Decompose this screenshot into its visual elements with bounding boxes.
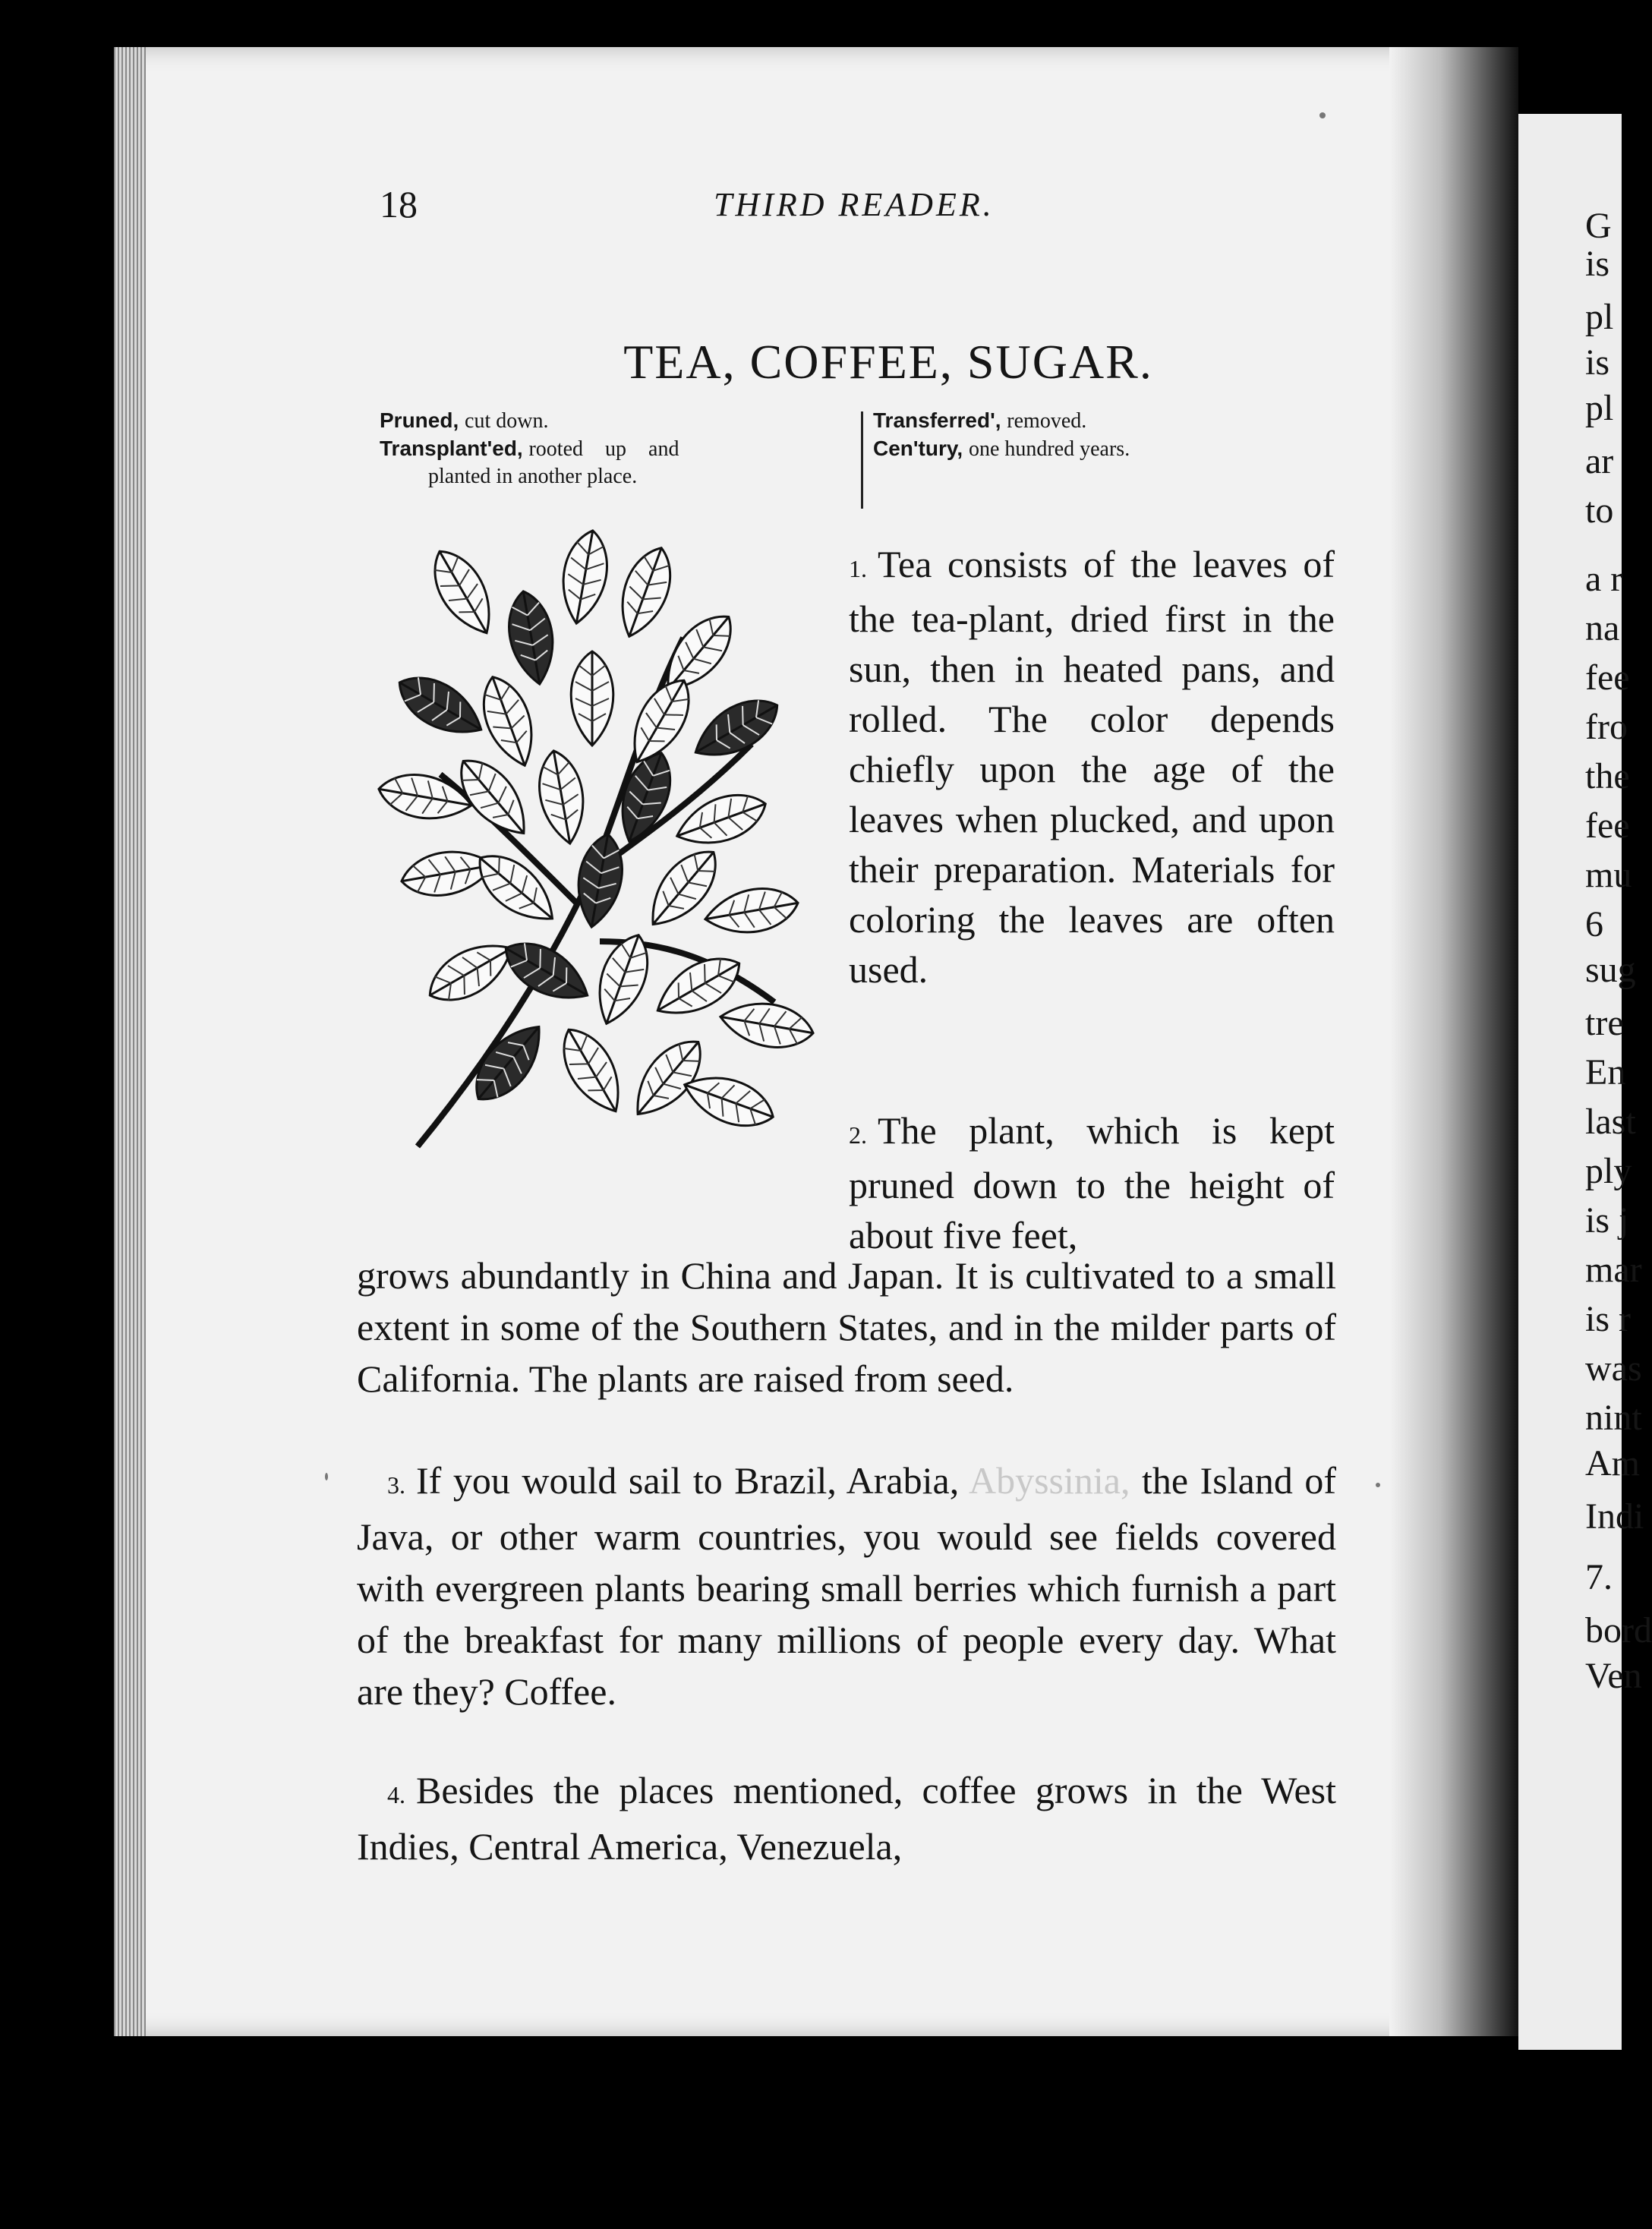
facing-page-fragment: fee	[1585, 657, 1630, 698]
vocab-word: Pruned,	[380, 408, 459, 432]
facing-page-fragment: fee	[1585, 806, 1630, 846]
facing-page-fragment: ply	[1585, 1151, 1632, 1191]
facing-page-fragment: Indi	[1585, 1496, 1644, 1537]
paragraph-number: 2.	[849, 1121, 867, 1149]
facing-page	[1518, 114, 1652, 2050]
vocab-entry	[873, 407, 1298, 435]
scan-speck	[325, 1473, 328, 1480]
facing-page-fragment: 6	[1585, 904, 1603, 944]
vocab-word: Transferred',	[873, 408, 1001, 432]
facing-page-fragment: is	[1585, 244, 1610, 284]
paragraph-number: 4.	[387, 1781, 405, 1808]
tea-leaf-shape	[571, 651, 613, 746]
facing-page-fragment: Ven	[1585, 1656, 1642, 1696]
paragraph-2-continued: grows abundantly in China and Japan. It is cultivated to a small extent in some of the Southern States, and in the milder parts of California. The plants are raised from seed.	[357, 1254, 1336, 1400]
tea-leaf-shape	[717, 996, 817, 1054]
vocab-definition: one hundred years.	[968, 437, 1130, 461]
facing-page-fragment: is r	[1585, 1299, 1631, 1339]
tea-leaf-shape	[701, 882, 802, 940]
page-header	[380, 182, 1397, 228]
vocabulary-box	[380, 407, 1291, 506]
facing-page-fragment: tre	[1585, 1003, 1624, 1043]
facing-page-fragment: na	[1585, 608, 1620, 648]
paragraph-1	[849, 539, 1335, 995]
vocab-word: Transplant'ed,	[380, 437, 523, 460]
facing-page-fragment: G	[1585, 206, 1612, 246]
tea-leaf-shape	[421, 541, 505, 643]
paragraph-text: The plant, which is kept pruned down to the height of about five feet,	[849, 1109, 1335, 1256]
facing-page-fragment: is	[1585, 342, 1610, 383]
scan-speck	[1319, 112, 1326, 118]
vocab-definition: rooted up and	[528, 437, 679, 461]
facing-page-fragment: mu	[1585, 855, 1632, 895]
facing-page-fragment: was	[1585, 1348, 1642, 1389]
tea-leaf-shape	[473, 670, 545, 773]
vocabulary-left-column	[380, 407, 850, 490]
facing-page-fragment: bord	[1585, 1610, 1652, 1650]
vocab-definition: cut down.	[465, 409, 549, 433]
paragraph-3	[357, 1455, 1336, 1717]
facing-page-fragment: pl	[1585, 297, 1614, 337]
vocab-entry	[873, 435, 1298, 463]
tea-leaf-shape	[670, 784, 773, 856]
paragraph-number: 3.	[387, 1471, 405, 1499]
tea-leaf-shape	[550, 1019, 634, 1121]
tea-leaf-shape	[389, 664, 491, 748]
paragraph-number: 1.	[849, 555, 867, 582]
facing-page-fragment: sug	[1585, 950, 1636, 990]
tea-leaf-shape	[503, 588, 560, 688]
facing-page-fragment: nint	[1585, 1398, 1642, 1438]
paragraph-text: Tea consists of the leaves of the tea-plant, dried first in the sun, then in heated pans, and rolled. The color depends chiefly upon the age of the leaves when plucked, and upon their preparation. Materials for coloring the leaves are often used.	[849, 543, 1335, 991]
facing-page-fragment: pl	[1585, 388, 1614, 428]
tea-leaf-shape	[467, 842, 566, 935]
vocab-definition-continued: planted in another place.	[428, 465, 638, 488]
facing-page-fragment: mar	[1585, 1250, 1642, 1290]
facing-page-fragment: is j	[1585, 1200, 1629, 1241]
tea-leaf-shape	[622, 1029, 714, 1128]
paragraph-text: If you would sail to Brazil, Arabia,	[416, 1459, 960, 1502]
facing-page-fragment: last	[1585, 1102, 1636, 1142]
faded-word: Abyssinia,	[968, 1459, 1130, 1502]
paragraph-text: Besides the places mentioned, coffee grows in the West Indies, Central America, Venezuela,	[357, 1769, 1336, 1868]
vocab-definition: removed.	[1007, 409, 1087, 433]
paragraph-4	[357, 1764, 1336, 1872]
scan-speck	[1376, 1483, 1380, 1487]
tea-plant-illustration	[395, 547, 835, 1207]
tea-leaf-shape	[495, 930, 597, 1014]
lesson-title: TEA, COFFEE, SUGAR.	[623, 335, 1153, 389]
facing-page-fragment: to	[1585, 490, 1614, 531]
vocab-word: Cen'tury,	[873, 437, 963, 460]
paragraph-text: the Island of Java, or other warm countries, you would see fields covered with evergreen plants bearing small berries which furnish a part of the breakfast for many millions of people every day. What are they? Coffee.	[357, 1459, 1336, 1713]
page-number: 18	[380, 183, 418, 225]
vocab-entry	[380, 407, 850, 435]
tea-leaf-shape	[610, 541, 682, 644]
facing-page-fragment: a r	[1585, 559, 1623, 599]
tea-leaf-shape	[571, 831, 629, 931]
tea-leaf-shape	[533, 747, 591, 847]
facing-page-fragment: ar	[1585, 441, 1614, 481]
paragraph-2-column	[849, 1105, 1335, 1260]
facing-page-fragment: 7.	[1585, 1557, 1613, 1597]
book-gutter	[1389, 47, 1518, 2036]
facing-page-fragment: En	[1585, 1052, 1626, 1092]
vocab-entry	[380, 435, 850, 463]
vocabulary-right-column	[873, 407, 1298, 463]
vocabulary-divider	[861, 411, 863, 509]
page-edges	[114, 47, 146, 2036]
facing-page-fragment: Am	[1585, 1443, 1640, 1483]
running-head: THIRD READER.	[714, 186, 995, 223]
tea-leaf-shape	[419, 930, 522, 1014]
facing-page-fragment: fro	[1585, 707, 1628, 747]
facing-page-fragment: the	[1585, 756, 1630, 796]
